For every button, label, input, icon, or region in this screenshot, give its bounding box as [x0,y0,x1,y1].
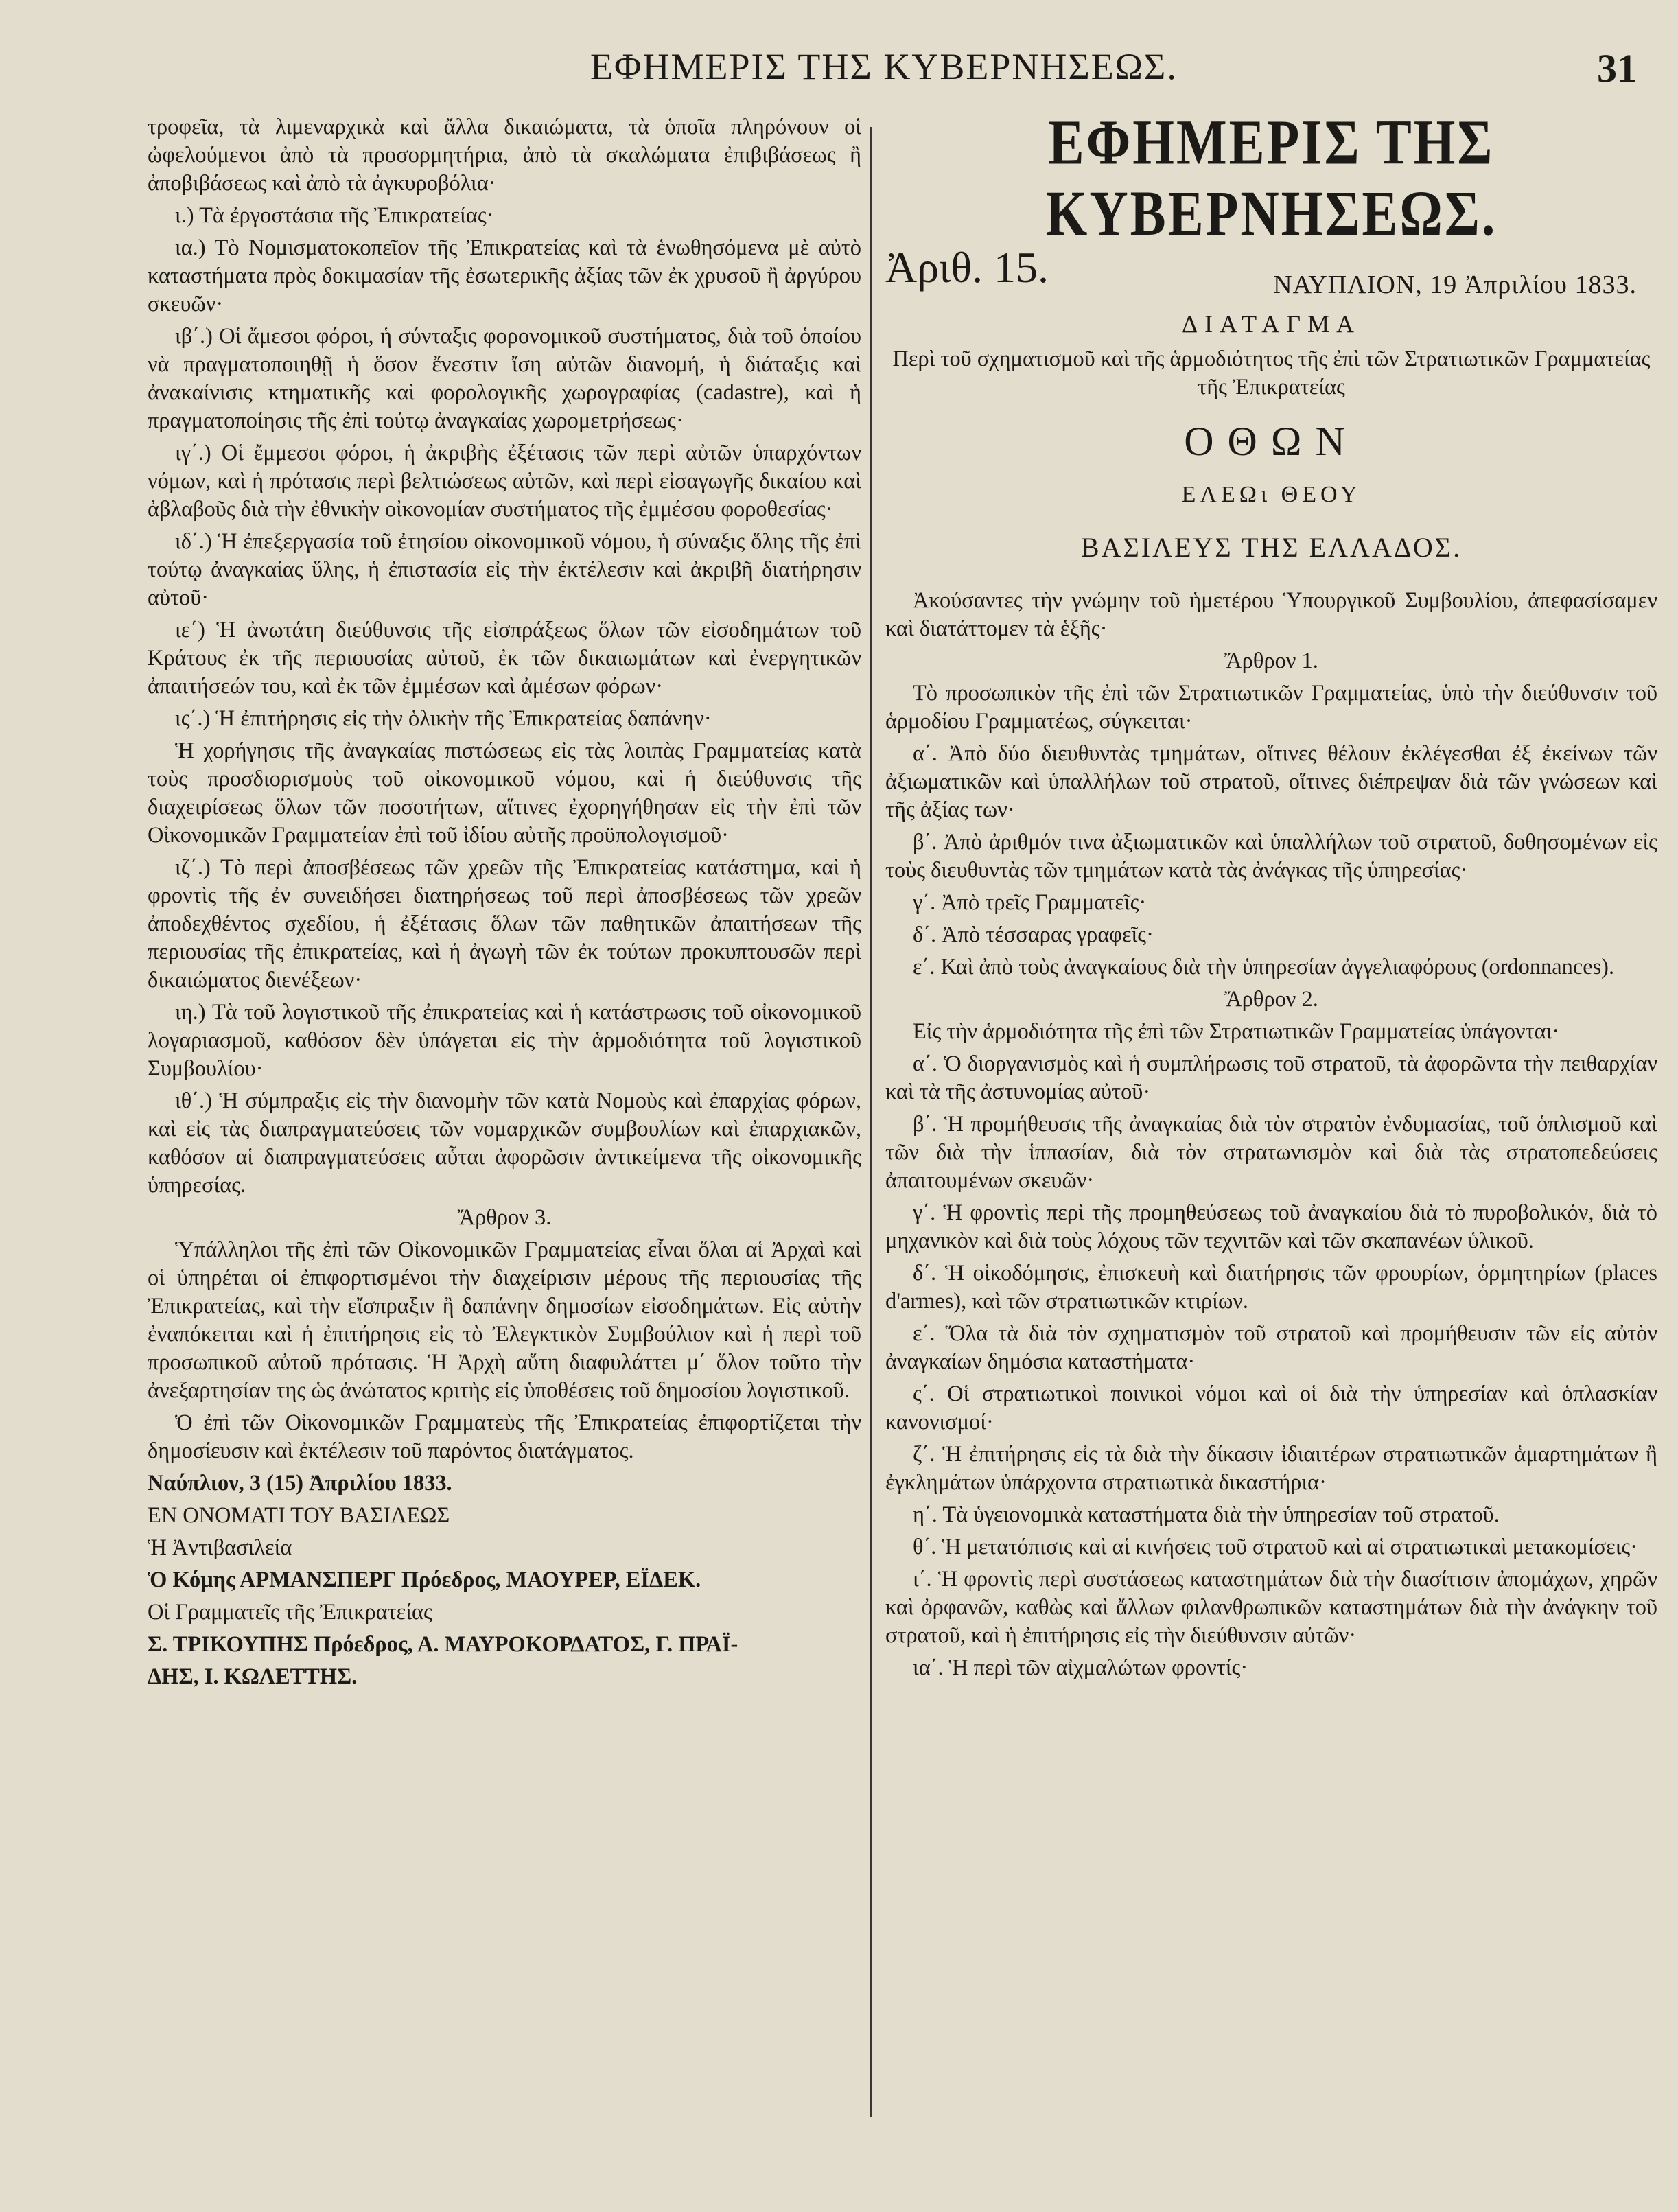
paragraph: ια.) Τὸ Νομισματοκοπεῖον τῆς Ἐπικρατείας καὶ τὰ ἑνωθησόμενα μὲ αὐτὸ καταστήματα πρὸς δοκιμασίαν τῆς ἐσωτερικῆς ἀξίας τῶν ἐκ χρυσοῦ ἢ ἀργύρου σκευῶν· [148,235,861,316]
paragraph: τροφεῖα, τὰ λιμεναρχικὰ καὶ ἄλλα δικαιώματα, τὰ ὁποῖα πληρόνουν οἱ ὠφελούμενοι ἀπὸ τὰ προσορμητήρια, ἀπὸ τὰ σκαλώματα ἐπιβιβάσεως ἢ ἀποβιβάσεως καὶ ἀπὸ τὰ ἀγκυροβόλια· [148,115,861,196]
page-header [0,40,1678,108]
signature-secretaries: Σ. ΤΡΙΚΟΥΠΗΣ Πρόεδρος, Α. ΜΑΥΡΟΚΟΡΔΑΤΟΣ, Γ. ΠΡΑΪ- [148,1632,738,1657]
paragraph: ιβ΄.) Οἱ ἄμεσοι φόροι, ἡ σύνταξις φορονομικοῦ συστήματος, διὰ τοῦ ὁποίου νὰ πραγματοποιηθῇ ἡ ὅσον ἔνεστιν ἴση αὐτῶν διανομή, ἡ διάταξις καὶ ἀνακαίνισις κτηματικῆς καὶ φορολογικῆς χωρογραφίας (cadastre), καὶ ἡ πραγματοποίησις τῆς ἐπὶ τούτῳ ἀναγκαίας χωρομετρήσεως· [148,324,861,433]
preamble: Ἀκούσαντες τὴν γνώμην τοῦ ἡμετέρου Ὑπουργικοῦ Συμβουλίου, ἀπεφασίσαμεν καὶ διατάττομεν τὰ ἑξῆς· [885,588,1657,641]
gazette-title: ΕΦΗΜΕΡΙΣ ΤΗΣ ΚΥΒΕΡΝΗΣΕΩΣ. [1045,113,1498,249]
paragraph: γ΄. Ἀπὸ τρεῖς Γραμματεῖς· [913,890,1147,915]
issue-number: Ἀριθ. 15. [885,243,1049,292]
paragraph: α΄. Ἀπὸ δύο διευθυντὰς τμημάτων, οἵτινες θέλουν ἐκλέγεσθαι ἐξ ἐκείνων τῶν ἀξιωματικῶν καὶ ὑπαλλήλων τοῦ στρατοῦ, οἵτινες διέπρεψαν διὰ τῶν γνώσεων καὶ τῆς ἀξίας των· [885,741,1657,822]
paragraph: Ὁ ἐπὶ τῶν Οἰκονομικῶν Γραμματεὺς τῆς Ἐπικρατείας ἐπιφορτίζεται τὴν δημοσίευσιν καὶ ἐκτέλεσιν τοῦ παρόντος διατάγματος. [148,1410,861,1463]
paragraph: ια΄. Ἡ περὶ τῶν αἰχμαλώτων φροντίς· [913,1655,1248,1680]
paragraph: ιη.) Τὰ τοῦ λογιστικοῦ τῆς ἐπικρατείας καὶ ἡ κατάστρωσις τοῦ οἰκονομικοῦ λογαριασμοῦ, καθόσον δὲν ὑπάγεται εἰς τὴν ἁρμοδιότητα τοῦ λογιστικοῦ Συμβουλίου· [148,1000,861,1081]
paragraph: δ΄. Ἀπὸ τέσσαρας γραφεῖς· [913,922,1154,947]
running-title: ΕΦΗΜΕΡΙΣ ΤΗΣ ΚΥΒΕΡΝΗΣΕΩΣ. [590,46,1178,87]
page-number: 31 [1597,46,1637,91]
paragraph: ις΄.) Ἡ ἐπιτήρησις εἰς τὴν ὁλικὴν τῆς Ἐπικρατείας δαπάνην· [175,706,712,731]
paragraph: ιζ΄.) Τὸ περὶ ἀποσβέσεως τῶν χρεῶν τῆς Ἐπικρατείας κατάστημα, καὶ ἡ φροντὶς τῆς ἐν συνειδήσει διατηρήσεως τοῦ περὶ ἀποσβέσεως τῶν χρεῶν ἀποδεχθέντος σχεδίου, ἡ ἐξέτασις ὅλων τῶν παθητικῶν ἀπαιτήσεων τῆς περιουσίας τῆς ἐπικρατείας, καὶ ἡ ἀγωγὴ τῶν ἐκ τούτων προκυπτουσῶν περὶ δικαιώματος διενέξεων· [148,855,861,992]
paragraph: ιε΄) Ἡ ἀνωτάτη διεύθυνσις τῆς εἰσπράξεως ὅλων τῶν εἰσοδημάτων τοῦ Κράτους ἐκ τῆς περιουσίας αὐτοῦ, ἐκ τῶν δικαιωμάτων καὶ ἐνεργητικῶν ἀπαιτήσεών του, καὶ ἐκ τῶν ἐμμέσων καὶ ἀμέσων φόρων· [148,618,861,699]
paragraph: ε΄. Καὶ ἀπὸ τοὺς ἀναγκαίους διὰ τὴν ὑπηρεσίαν ἀγγελιαφόρους (ordonnances). [913,955,1615,979]
paragraph: Ἡ χορήγησις τῆς ἀναγκαίας πιστώσεως εἰς τὰς λοιπὰς Γραμματείας κατὰ τοὺς προσδιορισμοὺς τοῦ οἰκονομικοῦ νόμου, καὶ ἡ διεύθυνσις τῆς διαχειρίσεως ὅλων τῶν ποσοτήτων, αἵτινες ἐχορηγήθησαν εἰς τὴν ἐπὶ τῶν Οἰκονομικῶν Γραμματείαν ἐπὶ τοῦ ἰδίου αὐτῆς προϋπολογισμοῦ· [148,738,861,848]
signature-block [148,1469,861,1691]
paragraph: α΄. Ὁ διοργανισμὸς καὶ ἡ συμπλήρωσις τοῦ στρατοῦ, τὰ ἀφορῶντα τὴν πειθαρχίαν καὶ τὰ τῆς ἀστυνομίας αὐτοῦ· [885,1051,1657,1104]
paragraph: ζ΄. Ἡ ἐπιτήρησις εἰς τὰ διὰ τὴν δίκασιν ἰδιαιτέρων στρατιωτικῶν ἁμαρτημάτων ἢ ἐγκλημάτων ὑπάρχοντα στρατιωτικὰ δικαστήρια· [885,1442,1657,1495]
paragraph: Τὸ προσωπικὸν τῆς ἐπὶ τῶν Στρατιωτικῶν Γραμματείας, ὑπὸ τὴν διεύθυνσιν τοῦ ἁρμοδίου Γραμματέως, σύγκειται· [885,681,1657,734]
paragraph: γ΄. Ἡ φροντὶς περὶ τῆς προμηθεύσεως τοῦ ἀναγκαίου διὰ τὸ πυροβολικόν, διὰ τὸ μηχανικὸν καὶ διὰ τοὺς λόχους τῶν τεχνιτῶν καὶ τῶν σκαπανέων ὑλικοῦ. [885,1200,1657,1253]
left-column [148,113,861,2124]
paragraph: β΄. Ἡ προμήθευσις τῆς ἀναγκαίας διὰ τὸν στρατὸν ἐνδυμασίας, τοῦ ὁπλισμοῦ καὶ τῶν διὰ τὴν ἱππασίαν, διὰ τὸν στρατωνισμὸν καὶ διὰ τὰς στρατοπεδεύσεις ἀπαιτουμένων σκευῶν· [885,1112,1657,1193]
signature-secretaries-cont: ΔΗΣ, Ι. ΚΩΛΕΤΤΗΣ. [148,1664,358,1689]
paragraph: ιθ΄.) Ἡ σύμπραξις εἰς τὴν διανομὴν τῶν κατὰ Νομοὺς καὶ ἐπαρχίας φόρων, καὶ εἰς τὰς διαπραγματεύσεις τῶν νομαρχικῶν συμβουλίων καὶ ἐπαρχιακῶν, καθόσον αἱ διαπραγματεύσεις αὗται ἀφορῶσιν ἀντικείμενα τῆς οἰκονομικῆς ὑπηρεσίας. [148,1088,861,1198]
decree-subject: Περὶ τοῦ σχηματισμοῦ καὶ τῆς ἁρμοδιότητος τῆς ἐπὶ τῶν Στρατιωτικῶν Γραμματείας τῆς Ἐπικρατείας [892,347,1651,399]
paragraph: δ΄. Ἡ οἰκοδόμησις, ἐπισκευὴ καὶ διατήρησις τῶν φρουρίων, ὁρμητηρίων (places d'armes), καὶ τῶν στρατιωτικῶν κτιρίων. [885,1261,1657,1314]
paragraph: η΄. Τὰ ὑγειονομικὰ καταστήματα διὰ τὴν ὑπηρεσίαν τοῦ στρατοῦ. [913,1502,1500,1527]
paragraph: ε΄. Ὅλα τὰ διὰ τὸν σχηματισμὸν τοῦ στρατοῦ καὶ προμήθευσιν τῶν εἰς αὐτὸν ἀναγκαίων δημόσια καταστήματα· [885,1321,1657,1374]
issue-place-date: ΝΑΥΠΛΙΟΝ, 19 Ἀπριλίου 1833. [1273,270,1637,299]
signature-secretaries-label: Οἱ Γραμματεῖς τῆς Ἐπικρατείας [148,1600,432,1625]
article-3-heading: Ἄρθρον 3. [457,1205,552,1230]
grace-of-god: ΕΛΕΩι ΘΕΟΥ [1181,482,1362,507]
paragraph: ς΄. Οἱ στρατιωτικοὶ ποινικοὶ νόμοι καὶ οἱ διὰ τὴν ὑπηρεσίαν καὶ ὁπλασκίαν κανονισμοί· [885,1382,1657,1434]
king-title: ΒΑΣΙΛΕΥΣ ΤΗΣ ΕΛΛΑΔΟΣ. [1080,532,1463,563]
signature-place-date: Ναύπλιον, 3 (15) Ἀπριλίου 1833. [148,1471,452,1495]
signature-in-name: ΕΝ ΟΝΟΜΑΤΙ ΤΟΥ ΒΑΣΙΛΕΩΣ [148,1503,450,1528]
article-2-heading: Ἄρθρον 2. [1224,987,1318,1012]
paragraph: ι.) Τὰ ἐργοστάσια τῆς Ἐπικρατείας· [175,203,494,228]
issue-row [885,241,1657,303]
article-1-heading: Ἄρθρον 1. [1224,649,1318,673]
paragraph: ιδ΄.) Ἡ ἐπεξεργασία τοῦ ἐτησίου οἰκονομικοῦ νόμου, ἡ σύναξις ὅλης τῆς ἐπὶ τούτῳ ἀναγκαίας ὕλης, ἡ ἐπιστασία εἰς τὴν ἐκτέλεσιν καὶ ἀκριβῆ διατήρησιν αὐτοῦ· [148,529,861,610]
signature-regents: Ὁ Κόμης ΑΡΜΑΝΣΠΕΡΓ Πρόεδρος, ΜΑΟΥΡΕΡ, ΕΪΔΕΚ. [148,1568,701,1592]
paragraph: θ΄. Ἡ μετατόπισις καὶ αἱ κινήσεις τοῦ στρατοῦ καὶ αἱ στρατιωτικαὶ μετακομίσεις· [913,1535,1638,1559]
paragraph: Ὑπάλληλοι τῆς ἐπὶ τῶν Οἰκονομικῶν Γραμματείας εἶναι ὅλαι αἱ Ἀρχαὶ καὶ οἱ ὑπηρέται οἱ ἐπιφορτισμένοι τὴν διαχείρισιν μέρους τῆς περιουσίας τῆς Ἐπικρατείας, καὶ τὴν εἴσπραξιν ἢ δαπάνην δημοσίων εἰσοδημάτων. Εἰς αὐτὴν ἐναπόκειται καὶ ἡ ἐπιτήρησις εἰς τὸ Ἐλεγκτικὸν Συμβούλιον καὶ ἡ περὶ τοῦ προσωπικοῦ αὐτοῦ πρότασις. Ἡ Ἀρχὴ αὕτη διαφυλάττει μ΄ ὅλον τοῦτο τὴν ἀνεξαρτησίαν της ὡς ἀνώτατος κριτὴς εἰς ὑποθέσεις τοῦ δημοσίου λογιστικοῦ. [148,1237,861,1403]
paragraph: ι΄. Ἡ φροντὶς περὶ συστάσεως καταστημάτων διὰ τὴν διασίτισιν ἀπομάχων, χηρῶν καὶ ὀρφανῶν, καθὼς καὶ ἄλλων φιλανθρωπικῶν καταστημάτων διὰ τὴν ἀνάγκην τοῦ στρατοῦ, καὶ ἡ ἐπιτήρησις εἰς τὴν διεύθυνσιν αὐτῶν· [885,1567,1657,1648]
decree-label: ΔΙΑΤΑΓΜΑ [1181,310,1362,338]
paragraph: ιγ΄.) Οἱ ἔμμεσοι φόροι, ἡ ἀκριβὴς ἐξέτασις τῶν περὶ αὐτῶν ὑπαρχόντων νόμων, καὶ ἡ πρότασις περὶ βελτιώσεως αὐτῶν, καὶ περὶ εἰσαγωγῆς δικαίου καὶ ἀβλαβοῦς διὰ τὴν ἐθνικὴν οἰκονομίαν συστήματος τῆς ἐμμέσου φοροθεσίας· [148,441,861,522]
column-divider [870,127,872,2117]
paragraph: β΄. Ἀπὸ ἀριθμόν τινα ἀξιωματικῶν καὶ ὑπαλλήλων τοῦ στρατοῦ, δοθησομένων εἰς τοὺς διευθυντὰς τῶν τμημάτων κατὰ τὰς ἀνάγκας τῆς ὑπηρεσίας· [885,830,1657,883]
right-column [885,113,1657,2124]
paragraph: Εἰς τὴν ἁρμοδιότητα τῆς ἐπὶ τῶν Στρατιωτικῶν Γραμματείας ὑπάγονται· [913,1019,1560,1044]
king-name: ΟΘΩΝ [1184,419,1359,464]
signature-regency: Ἡ Ἀντιβασιλεία [148,1535,292,1560]
